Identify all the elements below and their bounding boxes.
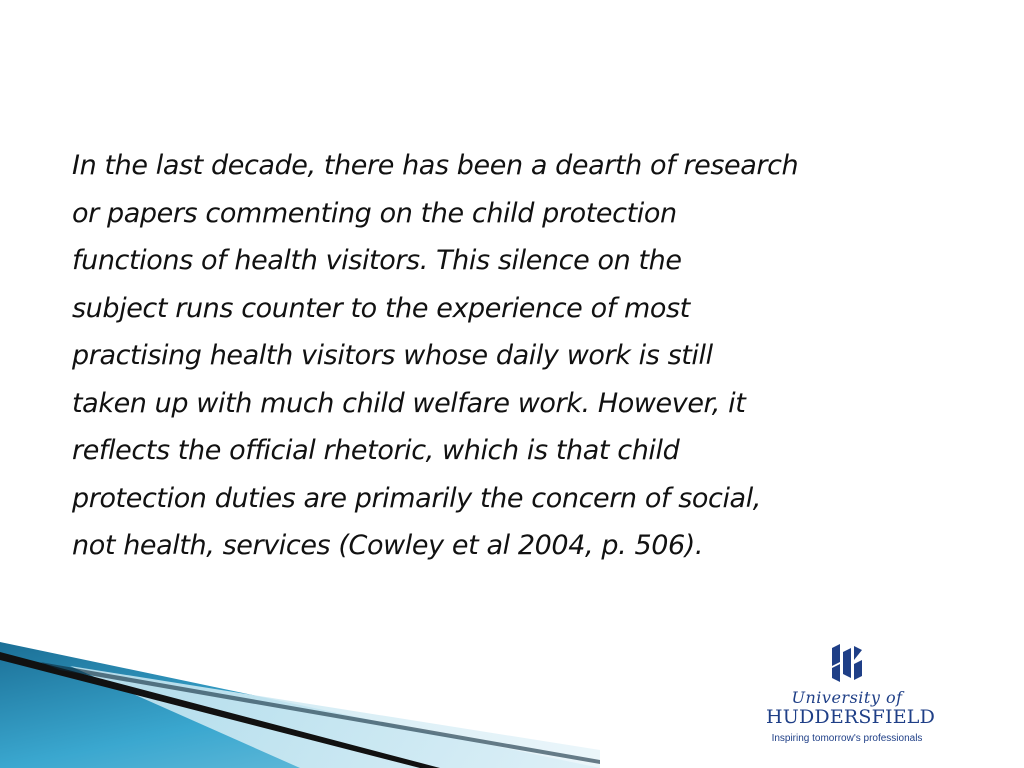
quote-paragraph — [72, 142, 1002, 570]
quote-line: practising health visitors whose daily work is still — [72, 340, 713, 371]
logo-university-of: University of — [791, 688, 903, 707]
quote-line: taken up with much child welfare work. However, it — [72, 387, 746, 419]
logo-huddersfield: HUDDERSFIELD — [766, 706, 936, 728]
logo-tagline: Inspiring tomorrow's professionals — [771, 733, 923, 744]
university-logo — [766, 640, 936, 750]
quote-line: reflects the official rhetoric, which is that child — [72, 435, 680, 466]
quote-line: functions of health visitors. This silence on the — [72, 245, 682, 276]
quote-line: subject runs counter to the experience of most — [72, 292, 690, 324]
quote-line: In the last decade, there has been a dearth of research — [72, 150, 799, 181]
huddersfield-crest-icon — [830, 642, 864, 684]
decorative-swoosh — [0, 600, 600, 768]
quote-line: not health, services (Cowley et al 2004, p. 506). — [72, 530, 704, 561]
quote-line: protection duties are primarily the concern of social, — [72, 482, 761, 514]
quote-line: or papers commenting on the child protection — [72, 197, 677, 229]
